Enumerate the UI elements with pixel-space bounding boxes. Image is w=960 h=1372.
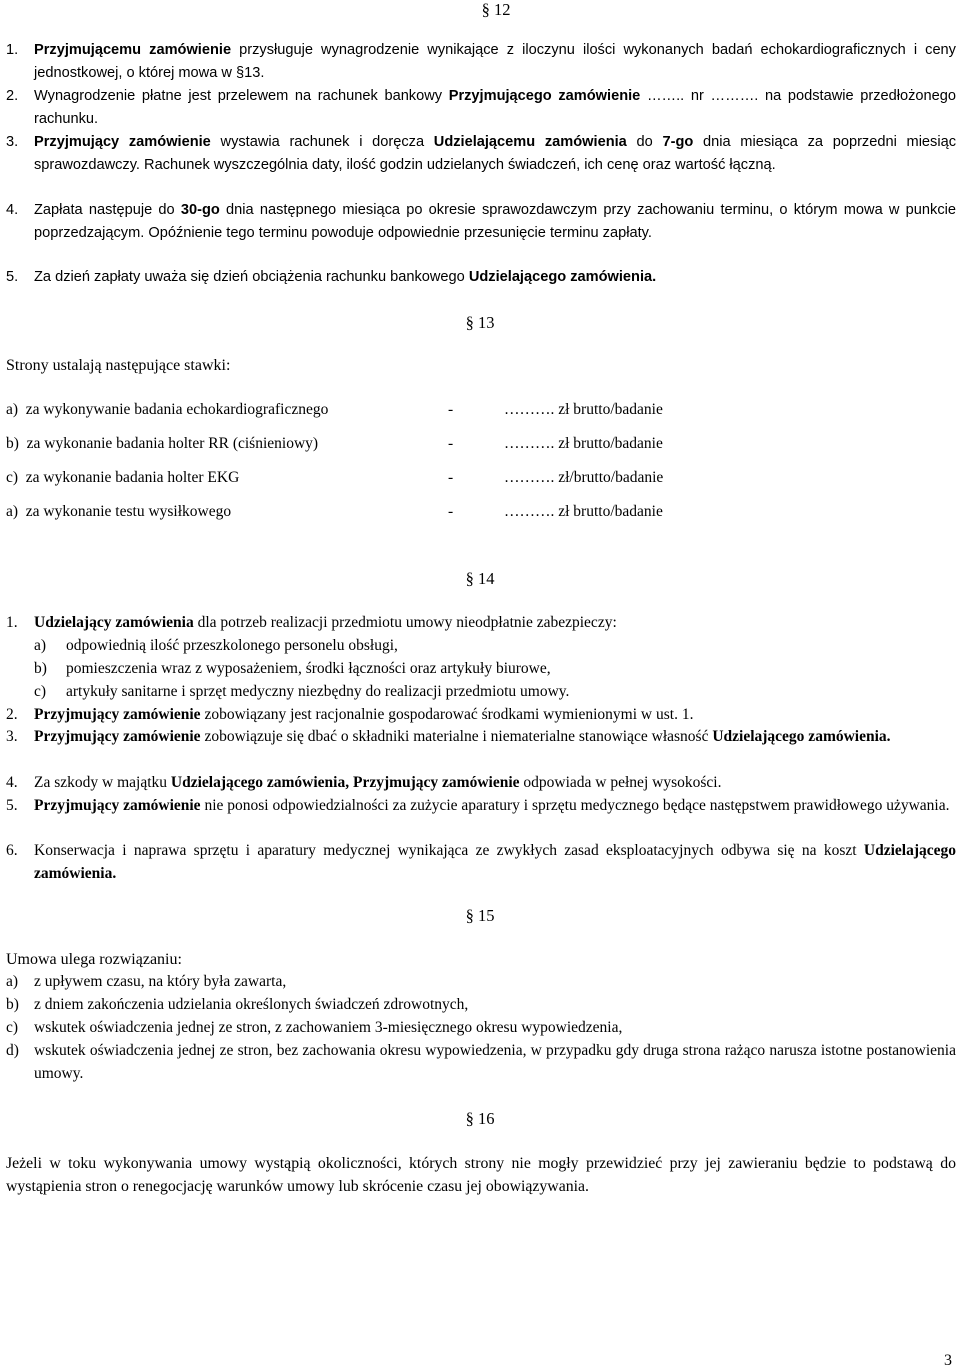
termination-item bbox=[6, 1040, 956, 1085]
par14-item-2 bbox=[6, 704, 956, 727]
item-text: zobowiązany jest racjonalnie gospodarować środkami wymienionymi w ust. 1. bbox=[200, 706, 694, 723]
item-number: 1. bbox=[6, 614, 18, 631]
sub-item-letter: c) bbox=[34, 683, 47, 700]
item-number: 3. bbox=[6, 134, 19, 150]
par12-item-1 bbox=[6, 39, 956, 84]
sub-item bbox=[6, 635, 956, 658]
termination-item-text: z upływem czasu, na który była zawarta, bbox=[34, 973, 287, 990]
item-text: przysługuje wynagrodzenie wynikające z iloczynu ilości wykonanych badań echokardiograficznych i ceny jednostkowej, o której mowa w §13. bbox=[34, 42, 956, 81]
item-number: 2. bbox=[6, 88, 19, 104]
item-text: Wynagrodzenie płatne jest przelewem na rachunek bankowy bbox=[34, 88, 449, 104]
item-text: dla potrzeb realizacji przedmiotu umowy nieodpłatnie zabezpieczy: bbox=[193, 614, 617, 631]
par14-item-1 bbox=[6, 612, 956, 635]
rate-price: ………. zł brutto/badanie bbox=[504, 401, 663, 418]
party-name: Przyjmujący zamówienie bbox=[34, 728, 201, 745]
sub-item-letter: a) bbox=[34, 637, 47, 654]
item-text: Opóźnienie tego terminu powoduje odpowiednie przesunięcie terminu zapłaty. bbox=[148, 224, 652, 241]
rate-price: ………. zł brutto/badanie bbox=[504, 503, 663, 520]
renegotiation-paragraph: Jeżeli w toku wykonywania umowy wystąpią okoliczności, których strony nie mogły przewidzieć przy jej zawieraniu będzie to podstawą do wystąpienia stron o renegocjację warunków umowy lub skrócenie czasu jej obowiązywania. bbox=[6, 1155, 956, 1195]
par12-item-4 bbox=[6, 199, 956, 244]
party-name: Udzielający zamówienia bbox=[34, 614, 194, 631]
sub-item-text: pomieszczenia wraz z wyposażeniem, środki łączności oraz artykuły biurowe, bbox=[66, 660, 551, 677]
item-number: 3. bbox=[6, 728, 18, 745]
item-text: odpowiada w pełnej wysokości. bbox=[519, 774, 722, 791]
item-number: 4. bbox=[6, 774, 18, 791]
termination-item-text: wskutek oświadczenia jednej ze stron, bez zachowania okresu wypowiedzenia, w przypadku gdy druga strona rażąco narusza istotne postanowienia umowy. bbox=[34, 1042, 956, 1082]
par12-item-5 bbox=[6, 266, 956, 289]
rate-label: a) za wykonanie testu wysiłkowego bbox=[6, 503, 232, 520]
par12-item-2 bbox=[6, 85, 956, 130]
party-name: Przyjmującemu zamówienie bbox=[34, 42, 232, 58]
item-number: 6. bbox=[6, 842, 18, 859]
termination-item bbox=[6, 994, 956, 1017]
rate-price: ………. zł/brutto/badanie bbox=[504, 469, 664, 486]
sub-item bbox=[6, 681, 956, 704]
item-text: Za dzień zapłaty uważa się dzień obciążenia rachunku bankowego bbox=[34, 269, 469, 285]
rate-price: ………. zł brutto/badanie bbox=[504, 435, 663, 452]
item-number: 4. bbox=[6, 202, 19, 218]
party-name: Udzielającego zamówienia. bbox=[468, 269, 657, 285]
rate-label: b) za wykonanie badania holter RR (ciśnieniowy) bbox=[6, 435, 319, 452]
sub-item-text: odpowiednią ilość przeszkolonego personelu obsługi, bbox=[66, 637, 398, 654]
item-number: 2. bbox=[6, 706, 18, 723]
party-name: Przyjmujący zamówienie bbox=[34, 134, 211, 150]
section-12-heading: § 12 bbox=[481, 0, 511, 19]
termination-item-text: wskutek oświadczenia jednej ze stron, z zachowaniem 3-miesięcznego okresu wypowiedzenia, bbox=[34, 1019, 623, 1036]
termination-item bbox=[6, 971, 956, 994]
item-text: Zapłata następuje do bbox=[34, 202, 181, 218]
rate-label: c) za wykonanie badania holter EKG bbox=[6, 469, 240, 486]
termination-item-letter: d) bbox=[6, 1042, 19, 1059]
item-text: do bbox=[626, 134, 663, 150]
section-14-heading: § 14 bbox=[465, 569, 495, 588]
sub-item bbox=[6, 658, 956, 681]
party-name: Udzielającego zamówienia. bbox=[34, 842, 956, 882]
section-13-heading: § 13 bbox=[465, 313, 495, 332]
item-text: zobowiązuje się dbać o składniki materialne i niematerialne stanowiące własność bbox=[200, 728, 713, 745]
section-15-heading: § 15 bbox=[465, 906, 495, 925]
item-text: nie ponosi odpowiedzialności za zużycie aparatury i sprzętu medycznego będące następstwem prawidłowego używania. bbox=[200, 797, 950, 814]
party-name: Przyjmującego zamówienie bbox=[448, 88, 641, 104]
deadline-day: 7-go bbox=[662, 134, 694, 150]
party-name: Udzielającemu zamówienia bbox=[433, 134, 627, 150]
termination-item-letter: a) bbox=[6, 973, 19, 990]
party-name: Przyjmujący zamówienie bbox=[34, 706, 201, 723]
par14-item-5 bbox=[6, 795, 956, 818]
deadline-day: 30-go bbox=[180, 202, 220, 218]
item-number: 5. bbox=[6, 269, 19, 285]
termination-item-text: z dniem zakończenia udzielania określonych świadczeń zdrowotnych, bbox=[34, 996, 469, 1013]
par12-item-3 bbox=[6, 131, 956, 176]
party-name: Przyjmujący zamówienie bbox=[34, 797, 201, 814]
rate-dash: - bbox=[448, 503, 454, 520]
party-name: Udzielającego zamówienia, Przyjmujący zamówienie bbox=[170, 774, 520, 791]
termination-intro: Umowa ulega rozwiązaniu: bbox=[6, 951, 182, 968]
item-number: 5. bbox=[6, 797, 18, 814]
item-text: wystawia rachunek i doręcza bbox=[210, 134, 434, 150]
item-text: Konserwacja i naprawa sprzętu i aparatury medycznej wynikająca ze zwykłych zasad eksploatacyjnych odbywa się na koszt bbox=[34, 842, 864, 859]
sub-item-text: artykuły sanitarne i sprzęt medyczny niezbędny do realizacji przedmiotu umowy. bbox=[66, 683, 570, 700]
item-number: 1. bbox=[6, 42, 19, 58]
rates-intro: Strony ustalają następujące stawki: bbox=[6, 357, 231, 374]
rate-dash: - bbox=[448, 469, 454, 486]
par14-item-3 bbox=[6, 726, 956, 749]
rate-label: a) za wykonywanie badania echokardiograficznego bbox=[6, 401, 329, 418]
item-text: Za szkody w majątku bbox=[34, 774, 171, 791]
page-number: 3 bbox=[944, 1352, 952, 1369]
party-name: Udzielającego zamówienia. bbox=[712, 728, 891, 745]
section-16-heading: § 16 bbox=[465, 1109, 495, 1128]
par14-item-4 bbox=[6, 772, 956, 795]
item-text: dnia następnego miesiąca po okresie sprawozdawczym przy zachowaniu terminu, o którym mowa w punkcie poprzedzającym. bbox=[34, 202, 956, 241]
rate-dash: - bbox=[448, 401, 454, 418]
item-text: dnia miesiąca za poprzedni miesiąc sprawozdawczy. Rachunek wyszczególnia daty, ilość godzin udzielanych świadczeń, ich cenę oraz wartość łączną. bbox=[34, 134, 957, 173]
sub-item-letter: b) bbox=[34, 660, 47, 677]
item-text: …….. nr ………. na podstawie przedłożonego rachunku. bbox=[34, 88, 956, 127]
termination-item-letter: b) bbox=[6, 996, 19, 1013]
termination-item bbox=[6, 1017, 956, 1040]
rate-dash: - bbox=[448, 435, 454, 452]
termination-item-letter: c) bbox=[6, 1019, 19, 1036]
par14-item-6 bbox=[6, 840, 956, 885]
